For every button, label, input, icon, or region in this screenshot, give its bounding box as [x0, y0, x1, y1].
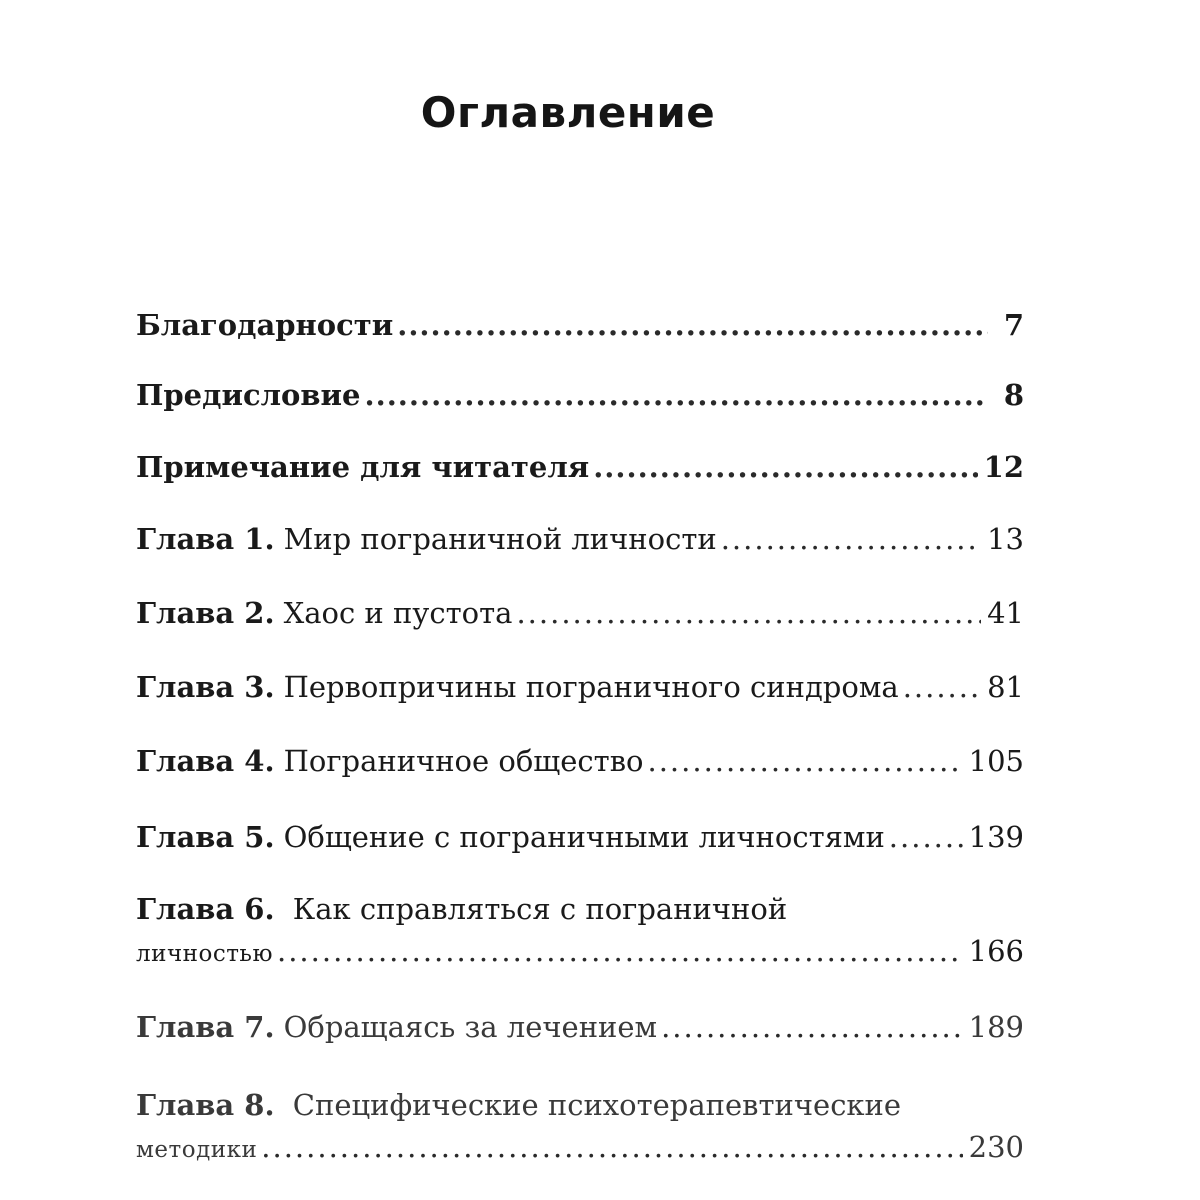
- chapter-title: Как справляться с пограничной: [292, 892, 788, 926]
- chapter-title: Обращаясь за лечением: [283, 1010, 658, 1044]
- chapter-title: Первопричины пограничного синдрома: [283, 670, 899, 704]
- chapter-label: Глава 2.: [136, 596, 275, 630]
- toc-entry-chapter-2: [136, 596, 1024, 631]
- chapter-title: Хаос и пустота: [283, 596, 513, 630]
- chapter-title: Общение с пограничными личностями: [283, 820, 885, 854]
- toc-entry-chapter-3: [136, 670, 1024, 705]
- chapter-title: Мир пограничной личности: [283, 522, 717, 556]
- dot-leader: [721, 522, 981, 557]
- entry-page-number: 8: [1003, 378, 1024, 412]
- entry-page-number: 166: [968, 934, 1024, 968]
- entry-page-number: 12: [983, 450, 1024, 484]
- chapter-label: Глава 8.: [136, 1088, 275, 1122]
- chapter-label: Глава 5.: [136, 820, 275, 854]
- toc-entry-preface: [136, 378, 1024, 413]
- toc-entry-chapter-5: [136, 820, 1024, 855]
- dot-leader: [889, 820, 963, 855]
- dot-leader: [397, 308, 988, 343]
- entry-page-number: 230: [968, 1130, 1024, 1164]
- toc-entry-chapter-7: [136, 1010, 1024, 1045]
- dot-leader: [277, 934, 963, 969]
- entry-page-number: 41: [987, 596, 1024, 630]
- dot-leader: [903, 670, 981, 705]
- entry-page-number: 105: [968, 744, 1024, 778]
- chapter-label: Глава 4.: [136, 744, 275, 778]
- dot-leader: [593, 450, 977, 485]
- dot-leader: [516, 596, 981, 631]
- entry-title: Примечание для читателя: [136, 450, 590, 484]
- toc-entry-chapter-8: [136, 1088, 1024, 1123]
- toc-entry-chapter-6-continued: [136, 934, 1024, 969]
- entry-title: Предисловие: [136, 378, 361, 412]
- entry-page-number: 7: [1003, 308, 1024, 342]
- toc-entry-chapter-6: [136, 892, 1024, 927]
- chapter-label: Глава 7.: [136, 1010, 275, 1044]
- toc-entry-chapter-4: [136, 744, 1024, 779]
- toc-entry-chapter-8-continued: [136, 1130, 1024, 1165]
- toc-entry-acknowledgements: [136, 308, 1024, 343]
- entry-page-number: 13: [987, 522, 1024, 556]
- entry-page-number: 139: [968, 820, 1024, 854]
- entry-page-number: 81: [987, 670, 1024, 704]
- chapter-title: Специфические психотерапевтические: [292, 1088, 902, 1122]
- entry-page-number: 189: [968, 1010, 1024, 1044]
- entry-title: Благодарности: [136, 308, 394, 342]
- chapter-label: Глава 3.: [136, 670, 275, 704]
- dot-leader: [661, 1010, 963, 1045]
- toc-entry-chapter-1: [136, 522, 1024, 557]
- chapter-title: Пограничное общество: [283, 744, 644, 778]
- dot-leader: [261, 1130, 962, 1165]
- chapter-label: Глава 1.: [136, 522, 275, 556]
- chapter-title-continued: методики: [136, 1137, 258, 1163]
- chapter-title-continued: личностью: [136, 941, 273, 967]
- dot-leader: [648, 744, 963, 779]
- chapter-label: Глава 6.: [136, 892, 275, 926]
- page-title: Оглавление: [420, 88, 716, 137]
- dot-leader: [365, 378, 988, 413]
- toc-entry-reader-note: [136, 450, 1024, 485]
